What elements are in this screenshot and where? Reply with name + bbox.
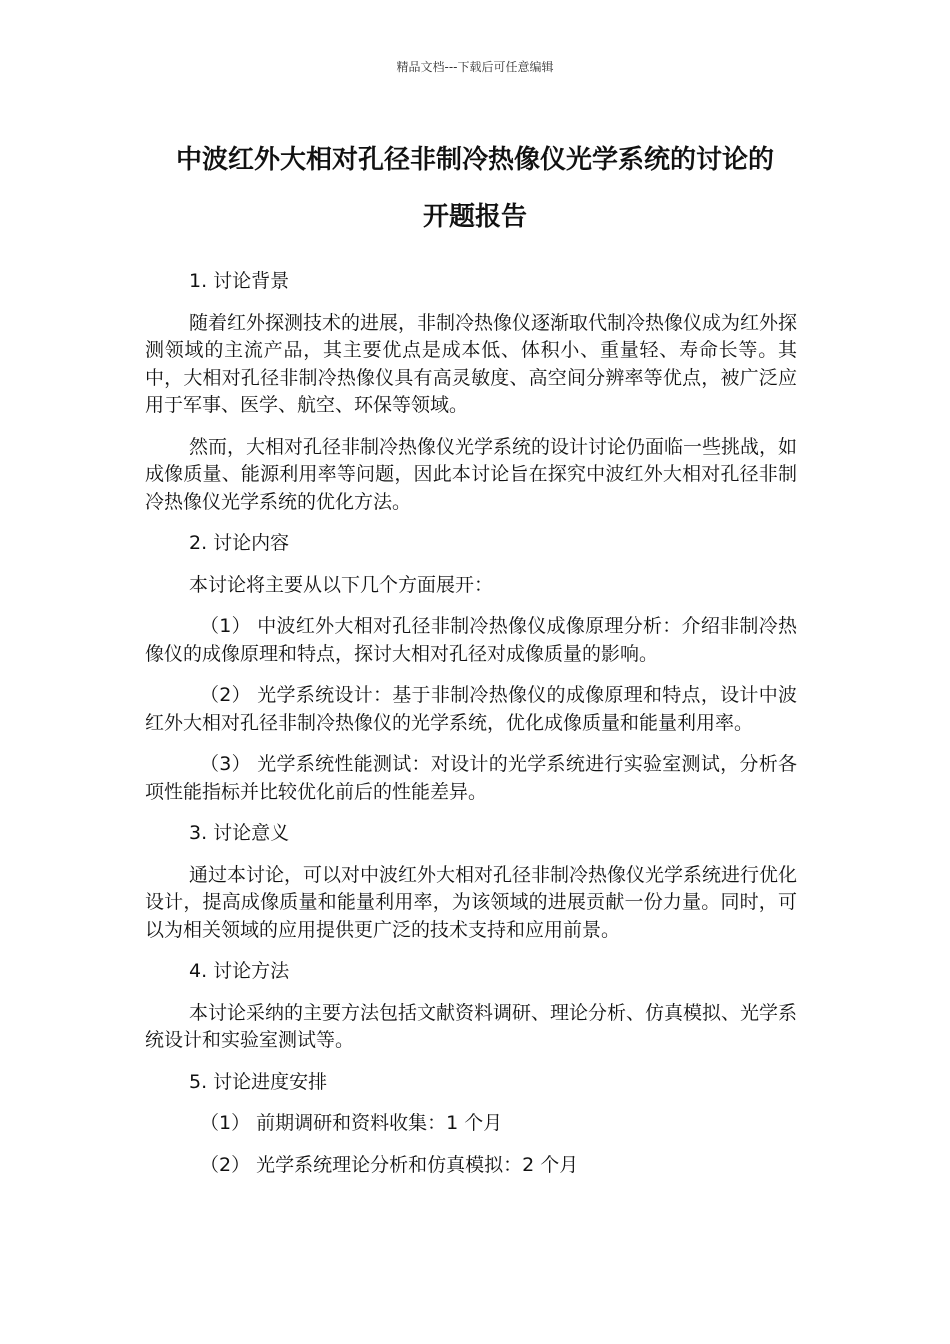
section-heading-method: 4. 讨论方法 xyxy=(189,960,290,982)
list-item-content-3: （3） 光学系统性能测试：对设计的光学系统进行实验室测试，分析各项性能指标并比较优化前后的性能差异。 xyxy=(145,753,797,803)
document-body xyxy=(145,268,797,1193)
section-heading-background: 1. 讨论背景 xyxy=(189,270,290,292)
section-heading-significance: 3. 讨论意义 xyxy=(189,822,290,844)
paragraph-background-1: 随着红外探测技术的进展，非制冷热像仪逐渐取代制冷热像仪成为红外探测领域的主流产品，其主要优点是成本低、体积小、重量轻、寿命长等。其中，大相对孔径非制冷热像仪具有高灵敏度、高空间分辨率等优点，被广泛应用于军事、医学、航空、环保等领域。 xyxy=(145,311,798,416)
document-title xyxy=(120,132,830,246)
paragraph-significance: 通过本讨论，可以对中波红外大相对孔径非制冷热像仪光学系统进行优化设计，提高成像质量和能量利用率，为该领域的进展贡献一份力量。同时，可以为相关领域的应用提供更广泛的技术支持和应用前景。 xyxy=(145,863,798,941)
title-line-1: 中波红外大相对孔径非制冷热像仪光学系统的讨论的 xyxy=(175,145,774,175)
paragraph-method: 本讨论采纳的主要方法包括文献资料调研、理论分析、仿真模拟、光学系统设计和实验室测试等。 xyxy=(145,1001,798,1051)
list-item-content-1: （1） 中波红外大相对孔径非制冷热像仪成像原理分析：介绍非制冷热像仪的成像原理和特点，探讨大相对孔径对成像质量的影响。 xyxy=(145,615,797,665)
paragraph-background-2: 然而，大相对孔径非制冷热像仪光学系统的设计讨论仍面临一些挑战，如成像质量、能源利用率等问题，因此本讨论旨在探究中波红外大相对孔径非制冷热像仪光学系统的优化方法。 xyxy=(145,435,798,513)
section-heading-content: 2. 讨论内容 xyxy=(189,532,290,554)
list-item-schedule-1: （1） 前期调研和资料收集：1 个月 xyxy=(200,1112,503,1134)
paragraph-content-intro: 本讨论将主要从以下几个方面展开： xyxy=(189,573,494,596)
list-item-schedule-2: （2） 光学系统理论分析和仿真模拟：2 个月 xyxy=(200,1153,579,1176)
header-note: 精品文档---下载后可任意编辑 xyxy=(396,60,554,74)
list-item-content-2: （2） 光学系统设计：基于非制冷热像仪的成像原理和特点，设计中波红外大相对孔径非制冷热像仪的光学系统，优化成像质量和能量利用率。 xyxy=(145,684,797,734)
section-heading-schedule: 5. 讨论进度安排 xyxy=(189,1070,328,1093)
title-line-2: 开题报告 xyxy=(422,202,527,232)
